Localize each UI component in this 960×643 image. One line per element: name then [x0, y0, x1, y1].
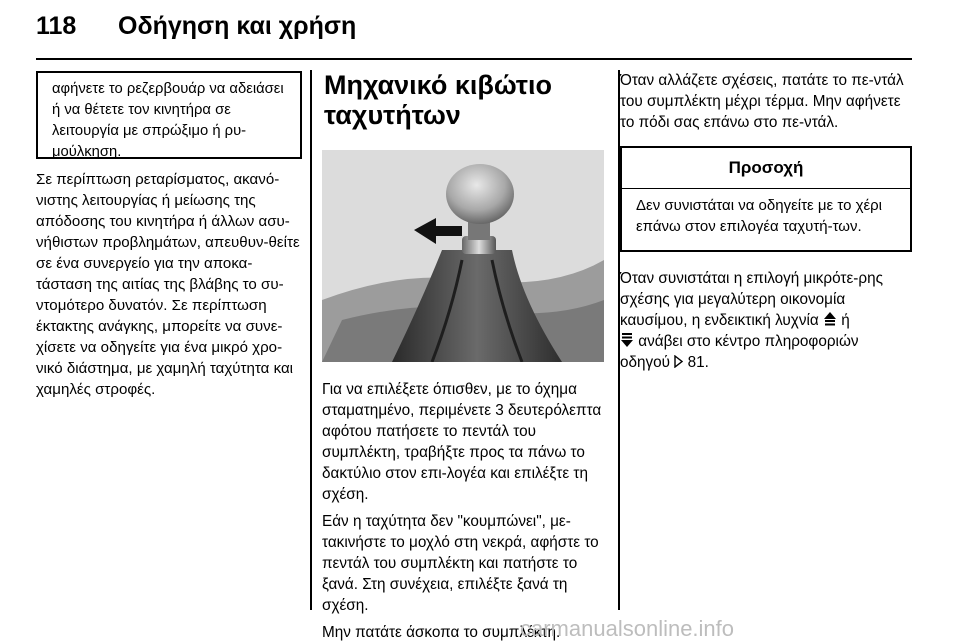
- gear-lever-drawing: [322, 150, 604, 362]
- gear-lever-illustration: [322, 150, 604, 362]
- column-left: [36, 70, 302, 400]
- caution-title: Προσοχή: [622, 148, 910, 189]
- engine-fault-paragraph: Σε περίπτωση ρεταρίσματος, ακανό-νιστης λειτουργίας ή μείωσης της απόδοσης του κινητήρα ή άλλων ασυ-νήθιστων προβλημάτων, απευθυν-θείτε σε ένα συνεργείο για την αποκα-τάσταση της αιτίας της βλάβης το συ-ντομότερο δυνατόν. Σε περίπτωση έκτακτης ανάγκης, μπορείτε να συνε-χίσετε να οδηγείτε για ένα μικρό χρο-νικό διάστημα, με χαμηλή ταχύτητα και χαμηλές στροφές.: [36, 171, 300, 398]
- caution-box: [620, 146, 912, 252]
- header-rule: [36, 58, 912, 60]
- shift-indicator-text-a: Όταν συνιστάται η επιλογή μικρότε-ρης σχέσης για μεγαλύτερη οικονομία καυσίμου, η ενδεικτική λυχνία: [620, 270, 883, 329]
- section-heading-line1: Μηχανικό κιβώτιο: [324, 70, 552, 100]
- shift-indicator-text-c: ανάβει στο κέντρο πληροφοριών οδηγού: [620, 333, 859, 371]
- reverse-gear-paragraph: Για να επιλέξετε όπισθεν, με το όχημα σταματημένο, περιμένετε 3 δευτερόλεπτα αφότου πατήσετε το πεντάλ του συμπλέκτη, τραβήξτε προς τα πάνω το δακτύλιο στον επι-λογέα και επιλέξτε τη σχέση.: [322, 381, 602, 503]
- caution-text: Δεν συνιστάται να οδηγείτε με το χέρι επάνω στον επιλογέα ταχυτή-των.: [636, 197, 883, 235]
- continued-note-text: αφήνετε το ρεζερβουάρ να αδειάσει ή να θέτετε τον κινητήρα σε λειτουργία με σπρώξιμο ή ρυ-μούλκηση.: [52, 81, 284, 160]
- shift-indicator-text-b: ή: [841, 312, 850, 329]
- shift-indicator-paragraph: [620, 268, 912, 373]
- section-heading-line2: ταχυτήτων: [324, 100, 461, 130]
- section-heading: [324, 70, 604, 130]
- page-reference-arrow-icon: [674, 355, 683, 368]
- column-middle: [322, 70, 604, 643]
- shift-down-icon: [620, 332, 634, 348]
- continued-note-box: [36, 71, 302, 159]
- page-number: 118: [36, 12, 77, 40]
- page-title: Οδήγηση και χρήση: [118, 12, 357, 40]
- page-reference: 81.: [687, 354, 709, 371]
- watermark: carmanualsonline.info: [520, 616, 735, 641]
- clutch-warning-paragraph: Μην πατάτε άσκοπα το συμπλέκτη.: [322, 624, 561, 641]
- gear-engage-paragraph: Εάν η ταχύτητα δεν "κουμπώνει", με-τακινήστε το μοχλό στη νεκρά, αφήστε το πεντάλ του συμπλέκτη και πατήστε το ξανά. Στη συνέχεια, επιλέξτε ξανά τη σχέση.: [322, 513, 599, 614]
- column-right: [620, 70, 912, 373]
- shifting-paragraph: Όταν αλλάζετε σχέσεις, πατάτε το πε-ντάλ του συμπλέκτη μέχρι τέρμα. Μην αφήνετε το πόδι σας επάνω στο πε-ντάλ.: [620, 72, 904, 131]
- column-divider-left: [310, 70, 312, 610]
- shift-up-icon: [823, 311, 837, 327]
